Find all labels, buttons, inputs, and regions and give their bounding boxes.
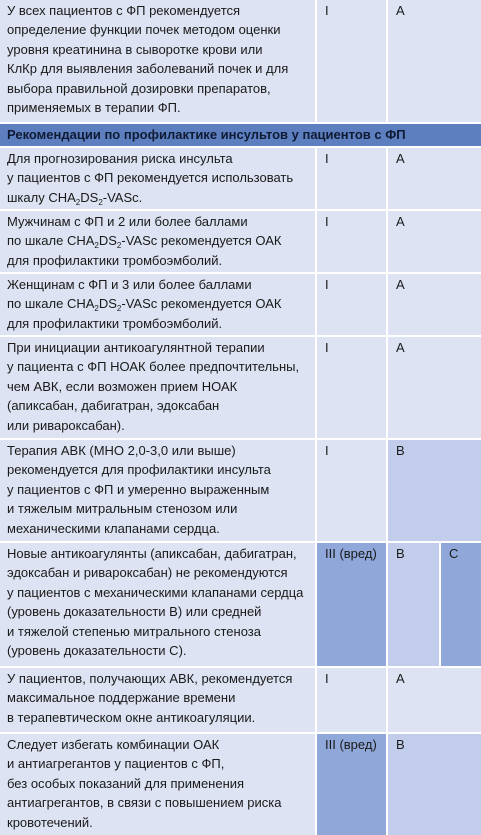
recommendation-text: Для прогнозирования риска инсульта у пациентов с ФП рекомендуется использовать шкалу $CHA_2DS_2$-VASc. [0, 148, 315, 209]
table-row [0, 337, 481, 438]
recommendation-text: Терапия АВК (МНО 2,0-3,0 или выше) рекомендуется для профилактики инсульта у пациентов с ФП и умеренно выраженным и тяжелым митральным стенозом или механическими клапанами сердца. [0, 440, 315, 541]
recommendation-text: Следует избегать комбинации ОАК и антиагрегантов у пациентов с ФП, без особых показаний для применения антиагрегантов, в связи с повышением риска кровотечений. [0, 734, 315, 835]
level-cell: A [388, 211, 481, 272]
table-row [0, 148, 481, 209]
level-cell: A [388, 668, 481, 732]
class-cell: I [317, 148, 386, 209]
recommendation-text: У всех пациентов с ФП рекомендуется определение функции почек методом оценки уровня креатинина в сыворотке крови или КлКр для выявления заболеваний почек и для выбора правильной дозировки препаратов, применяемых в терапии ФП. [0, 0, 315, 122]
class-cell: III (вред) [317, 543, 386, 666]
class-cell: III (вред) [317, 734, 386, 835]
table-row [0, 440, 481, 541]
recommendation-text: Мужчинам с ФП и 2 или более баллами по шкале $CHA_2DS_2$-VASc рекомендуется ОАК для профилактики тромбоэмболий. [0, 211, 315, 272]
class-cell: I [317, 668, 386, 732]
recommendation-text: Женщинам с ФП и 3 или более баллами по шкале $CHA_2DS_2$-VASc рекомендуется ОАК для профилактики тромбоэмболий. [0, 274, 315, 335]
level-cell: B [388, 734, 481, 835]
recommendation-text: При инициации антикоагулянтной терапии у пациента с ФП НОАК более предпочтительны, чем АВК, если возможен прием НОАК (апиксабан, дабигатран, эдоксабан или ривароксабан). [0, 337, 315, 438]
table-row [0, 0, 481, 122]
class-cell: I [317, 0, 386, 122]
section-header: Рекомендации по профилактике инсультов у пациентов с ФП [0, 124, 481, 146]
level-cell: A [388, 148, 481, 209]
class-cell: I [317, 440, 386, 541]
table-row [0, 734, 481, 835]
level-cell-2: C [441, 543, 481, 666]
level-cell: B [388, 543, 439, 666]
table-row [0, 211, 481, 272]
table-row [0, 668, 481, 732]
table-row [0, 543, 481, 666]
level-cell: A [388, 337, 481, 438]
class-cell: I [317, 211, 386, 272]
table-row [0, 274, 481, 335]
class-cell: I [317, 274, 386, 335]
level-cell: B [388, 440, 481, 541]
class-cell: I [317, 337, 386, 438]
level-cell: A [388, 0, 481, 122]
recommendation-text: Новые антикоагулянты (апиксабан, дабигатран, эдоксабан и ривароксабан) не рекомендуются у пациентов с механическими клапанами сердца (уровень доказательности B) или средней и тяжелой степенью митрального стеноза (уровень доказательности C). [0, 543, 315, 666]
recommendation-text: У пациентов, получающих АВК, рекомендуется максимальное поддержание времени в терапевтическом окне антикоагуляции. [0, 668, 315, 732]
level-cell: A [388, 274, 481, 335]
